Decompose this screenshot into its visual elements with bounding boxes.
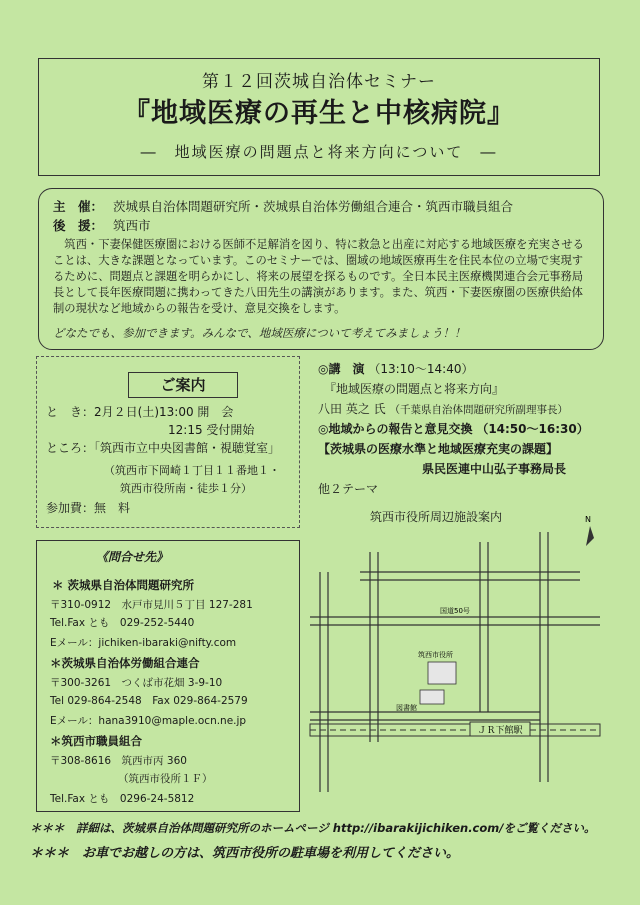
support-line (53, 216, 589, 235)
reporter: 県民医連中山弘子事務局長 (422, 462, 567, 476)
address-line-2: 筑西市役所南・徒歩１分） (120, 482, 252, 495)
area-map (300, 512, 610, 814)
lecturer: 八田 英之 氏 (318, 402, 386, 416)
report-time: （14:50～16:30） (476, 422, 589, 436)
route-label: 国道50号 (440, 607, 470, 615)
lecture-line (318, 360, 473, 377)
map-title: 筑西市役所周辺施設案内 (370, 510, 503, 524)
report-line (318, 420, 589, 437)
seminar-number: 第１２回茨城自治体セミナー (202, 72, 436, 92)
lecture-time: （13:10～14:40） (368, 362, 474, 376)
org2-mail: Eメール：hana3910@maple.ocn.ne.jp (50, 715, 247, 727)
fee-row (46, 500, 130, 517)
date-row (46, 404, 233, 421)
place-row (46, 440, 280, 457)
city-hall-building (428, 662, 456, 684)
org3-tel: Tel.Fax とも 0296-24-5812 (50, 793, 195, 805)
guide-label: ご案内 (128, 372, 238, 398)
address-line-1: （筑西市下岡崎１丁目１１番地１・ (104, 464, 280, 477)
invitation: どなたでも、参加できます。みんなで、地域医療について考えてみましょう！！ (53, 326, 466, 340)
org1-mail: Eメール：jichiken-ibaraki@nifty.com (50, 637, 237, 649)
contact-heading: 《問合せ先》 (96, 550, 169, 564)
railway (310, 724, 600, 736)
support-value: 筑西市 (113, 218, 151, 233)
station-label: ＪＲ下館駅 (477, 726, 523, 736)
host-line (53, 197, 589, 216)
organizer-box (38, 188, 604, 350)
org1-tel: Tel.Fax とも 029-252-5440 (50, 617, 195, 629)
fee-value: ：無 料 (82, 501, 131, 515)
date-value: 2月２日(土)13:00 開 会 (94, 405, 234, 419)
others: 他２テーマ (318, 482, 379, 496)
lecturer-title: （千葉県自治体問題研究所副理事長） (389, 404, 568, 416)
org2-tel: Tel 029-864-2548 Fax 029-864-2579 (50, 695, 248, 707)
org2-name: ＊茨城県自治体労働組合連合 (50, 656, 200, 670)
place-value: 「筑西市立中央図書館・視聴覚室」 (94, 441, 281, 455)
title-box (38, 58, 600, 176)
report-head: ◎地域からの報告と意見交換 (318, 422, 473, 436)
host-label: 主 催： (53, 199, 104, 214)
footer-line-1: ＊＊＊ 詳細は、茨城県自治体問題研究所のホームページ http://ibarakijichiken.com/をご覧ください。 (30, 821, 596, 835)
support-label: 後 援： (53, 218, 104, 233)
main-title: 『地域医療の再生と中核病院』 (123, 98, 515, 129)
org3-name: ＊筑西市職員組合 (50, 734, 142, 748)
footer-line-2: ＊＊＊ お車でお越しの方は、筑西市役所の駐車場を利用してください。 (30, 846, 460, 861)
sub-title: ― 地域医療の問題点と将来方向について ― (140, 143, 498, 161)
date-label: と き： (46, 405, 95, 419)
org1-address: 〒310-0912 水戸市見川５丁目 127-281 (50, 599, 253, 611)
city-hall-label: 筑西市役所 (418, 651, 453, 659)
host-value: 茨城県自治体問題研究所・茨城県自治体労働組合連合・筑西市職員組合 (113, 199, 514, 214)
reception-time: 12:15 受付開始 (168, 423, 255, 437)
org2-address: 〒300-3261 つくば市花畑 3-9-10 (50, 677, 223, 689)
library-label: 図書館 (396, 704, 417, 712)
north-arrow-icon (586, 526, 594, 546)
fee-label: 参加費 (46, 501, 83, 515)
north-label: N (585, 515, 591, 524)
org1-name: ＊ 茨城県自治体問題研究所 (52, 578, 195, 592)
lecturer-line (318, 400, 568, 417)
org3-address: 〒308-8616 筑西市丙 360 (50, 755, 187, 767)
library-building (420, 690, 444, 704)
report-title: 【茨城県の医療水準と地域医療充実の課題】 (318, 442, 559, 456)
lecture-head: ◎講 演 (318, 362, 365, 376)
description: 筑西・下妻保健医療圏における医師不足解消を図り、特に救急と出産に対応する地域医療を充実させることは、大きな課題となっています。このセミナーでは、圏域の地域医療再生を住民本位の立場で実現するために、問題点と課題を明らかにし、将来の展望を探るものです。全日本民主医療機関連合会元事務局長として長年医療問題に携わってきた八田先生の講演があります。また、筑西・下妻医療圏の医療供給体制の現状など地域からの報告を受け、意見交換をします。 (53, 238, 584, 315)
org3-note: （筑西市役所１Ｆ） (118, 773, 213, 785)
place-label: ところ： (46, 441, 95, 455)
lecture-title: 『地域医療の問題点と将来方向』 (324, 382, 505, 396)
